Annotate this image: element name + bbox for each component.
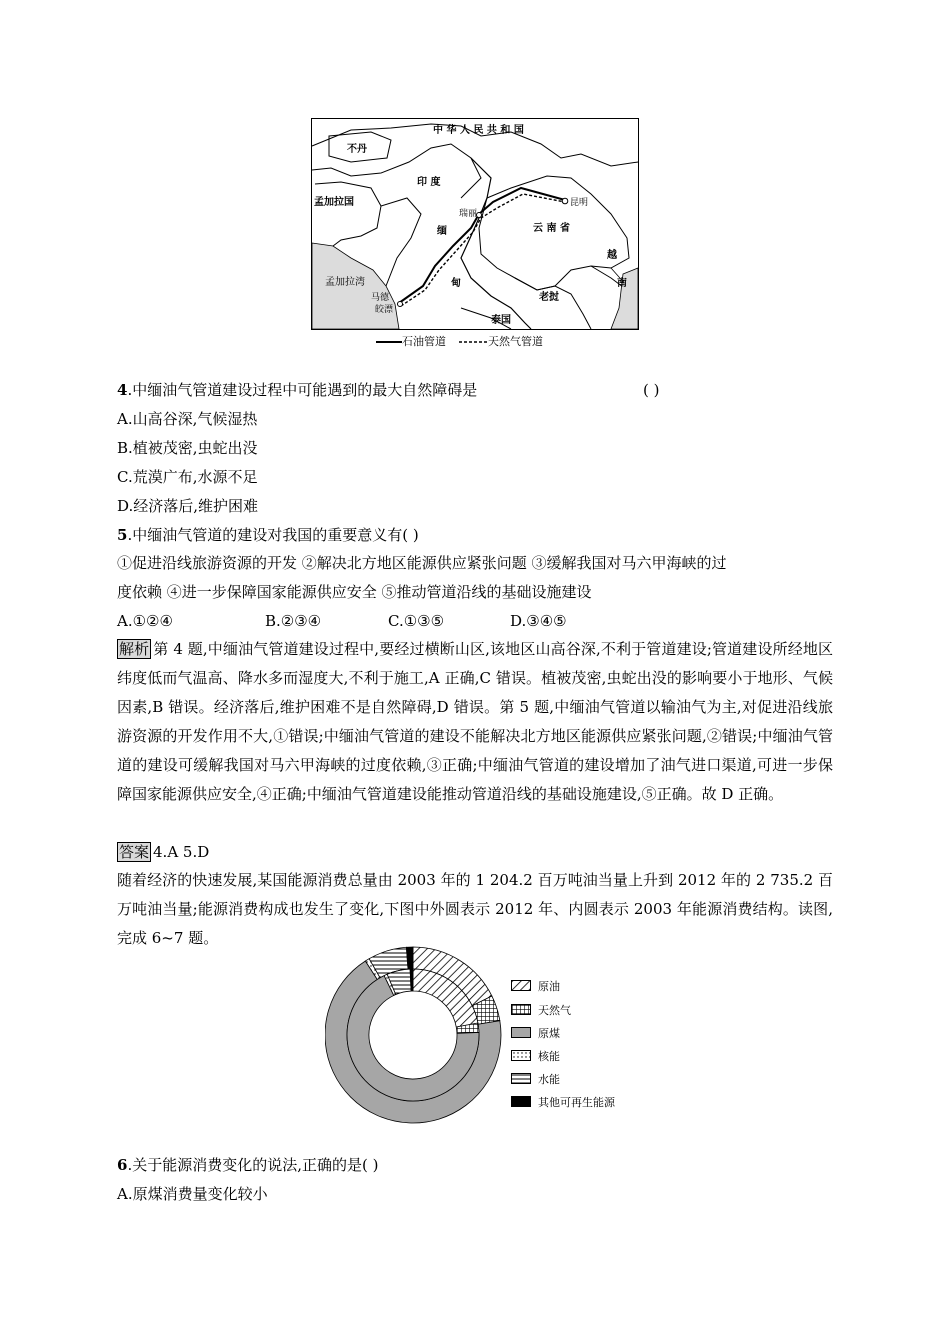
intro-paragraph: 随着经济的快速发展,某国能源消费总量由 2003 年的 1 204.2 百万吨油当量上升到 2012 年的 2 735.2 百万吨油当量;能源消费构成也发生了变化,下图中外圆表示 2012 年、内圆表示 2003 年能源消费结构。读图,完成 6~7 题。 xyxy=(117,871,833,947)
answer-block xyxy=(117,842,209,862)
map-label-bay-of-bengal: 孟加拉湾 xyxy=(325,277,365,288)
q6-stem xyxy=(117,1155,378,1175)
legend-label-renewable: 其他可再生能源 xyxy=(538,1096,615,1109)
q5-option-b[interactable]: B.②③④ xyxy=(265,612,322,630)
answer-tag: 答案 xyxy=(119,843,150,861)
energy-chart xyxy=(325,940,635,1130)
q6-number: 6 xyxy=(117,1156,128,1174)
legend-label-gas: 天然气 xyxy=(538,1004,571,1017)
q4-bracket: ( ) xyxy=(643,381,660,399)
map-label-kyaukphyu: 皎漂 xyxy=(375,305,394,315)
q4-option-d[interactable]: D.经济落后,维护困难 xyxy=(117,497,259,515)
q5-items-line1: ①促进沿线旅游资源的开发 ②解决北方地区能源供应紧张问题 ③缓解我国对马六甲海峡的过 xyxy=(117,554,727,572)
q5-option-c[interactable]: C.①③⑤ xyxy=(388,612,445,630)
q6-stem-text: .关于能源消费变化的说法,正确的是( ) xyxy=(127,1156,379,1174)
legend-label-oil: 原油 xyxy=(538,980,560,993)
legend-swatch-nuclear xyxy=(511,1050,531,1061)
map-label-made: 马德 xyxy=(371,293,390,303)
gas-line-swatch xyxy=(459,338,489,348)
map-label-china: 中 华 人 民 共 和 国 xyxy=(433,125,524,136)
legend-swatch-coal xyxy=(511,1027,531,1038)
q5-items-line2: 度依赖 ④进一步保障国家能源供应安全 ⑤推动管道沿线的基础设施建设 xyxy=(117,583,592,601)
map-label-vietnam-2: 南 xyxy=(617,278,627,289)
q5-stem xyxy=(117,525,419,545)
legend-label-coal: 原煤 xyxy=(538,1027,560,1040)
q5-option-a[interactable]: A.①②④ xyxy=(117,612,173,630)
map-label-bhutan: 不丹 xyxy=(347,144,367,155)
map-label-yunnan: 云 南 省 xyxy=(533,223,570,234)
analysis-tag: 解析 xyxy=(119,640,150,658)
legend-gas-label: 天然气管道 xyxy=(488,335,543,348)
legend-swatch-gas xyxy=(511,1004,531,1015)
map-label-laos: 老挝 xyxy=(539,292,559,303)
q5-option-d[interactable]: D.③④⑤ xyxy=(510,612,567,630)
map-label-bangladesh: 孟加拉国 xyxy=(314,197,354,208)
q4-option-b[interactable]: B.植被茂密,虫蛇出没 xyxy=(117,439,258,457)
legend-swatch-renewable xyxy=(511,1096,531,1107)
legend-label-hydro: 水能 xyxy=(538,1073,560,1086)
legend-swatch-hydro xyxy=(511,1073,531,1084)
q4-option-c[interactable]: C.荒漠广布,水源不足 xyxy=(117,468,258,486)
q5-number: 5 xyxy=(117,526,128,544)
map-label-myanmar-1: 缅 xyxy=(437,226,447,237)
map-legend xyxy=(376,333,606,351)
q4-option-a[interactable]: A.山高谷深,气候湿热 xyxy=(117,410,258,428)
q4-number: 4 xyxy=(117,381,128,399)
legend-swatch-oil xyxy=(511,980,531,991)
donut-chart xyxy=(325,940,505,1130)
q6-option-a[interactable]: A.原煤消费量变化较小 xyxy=(117,1185,268,1203)
map-label-thailand: 泰国 xyxy=(491,315,511,326)
q4-stem xyxy=(117,380,477,400)
pipeline-map xyxy=(311,118,639,330)
analysis-block xyxy=(117,635,833,809)
map-label-india: 印 度 xyxy=(417,177,441,188)
q4-stem-text: .中缅油气管道建设过程中可能遇到的最大自然障碍是 xyxy=(127,381,478,399)
analysis-text: 第 4 题,中缅油气管道建设过程中,要经过横断山区,该地区山高谷深,不利于管道建设;管道建设所经地区纬度低而气温高、降水多而湿度大,不利于施工,A 正确,C 错误。植被茂密,虫蛇出没的影响要小于地形、气候因素,B 错误。经济落后,维护困难不是自然障碍,D 错误。第 5 题,中缅油气管道以输油气为主,对促进沿线旅游资源的开发作用不大,①错误;中缅油气管道的建设不能解决北方地区能源供应紧张问题,②错误;中缅油气管道的建设可缓解我国对马六甲海峡的过度依赖,③正确;中缅油气管道的建设增加了油气进口渠道,可进一步保障国家能源供应安全,④正确;中缅油气管道建设能推动管道沿线的基础设施建设,⑤正确。故 D 正确。 xyxy=(117,640,833,803)
map-label-kunming: 昆明 xyxy=(570,198,589,208)
legend-label-nuclear: 核能 xyxy=(538,1050,560,1063)
oil-line-swatch xyxy=(376,338,404,348)
legend-oil-label: 石油管道 xyxy=(402,335,446,348)
answer-text: 4.A 5.D xyxy=(153,843,210,861)
map-label-ruili: 瑞丽 xyxy=(459,209,478,219)
map-label-myanmar-2: 甸 xyxy=(451,278,461,289)
map-label-vietnam-1: 越 xyxy=(607,250,617,261)
inner-slice-renewable xyxy=(410,969,413,991)
q5-stem-text: .中缅油气管道的建设对我国的重要意义有( ) xyxy=(127,526,419,544)
